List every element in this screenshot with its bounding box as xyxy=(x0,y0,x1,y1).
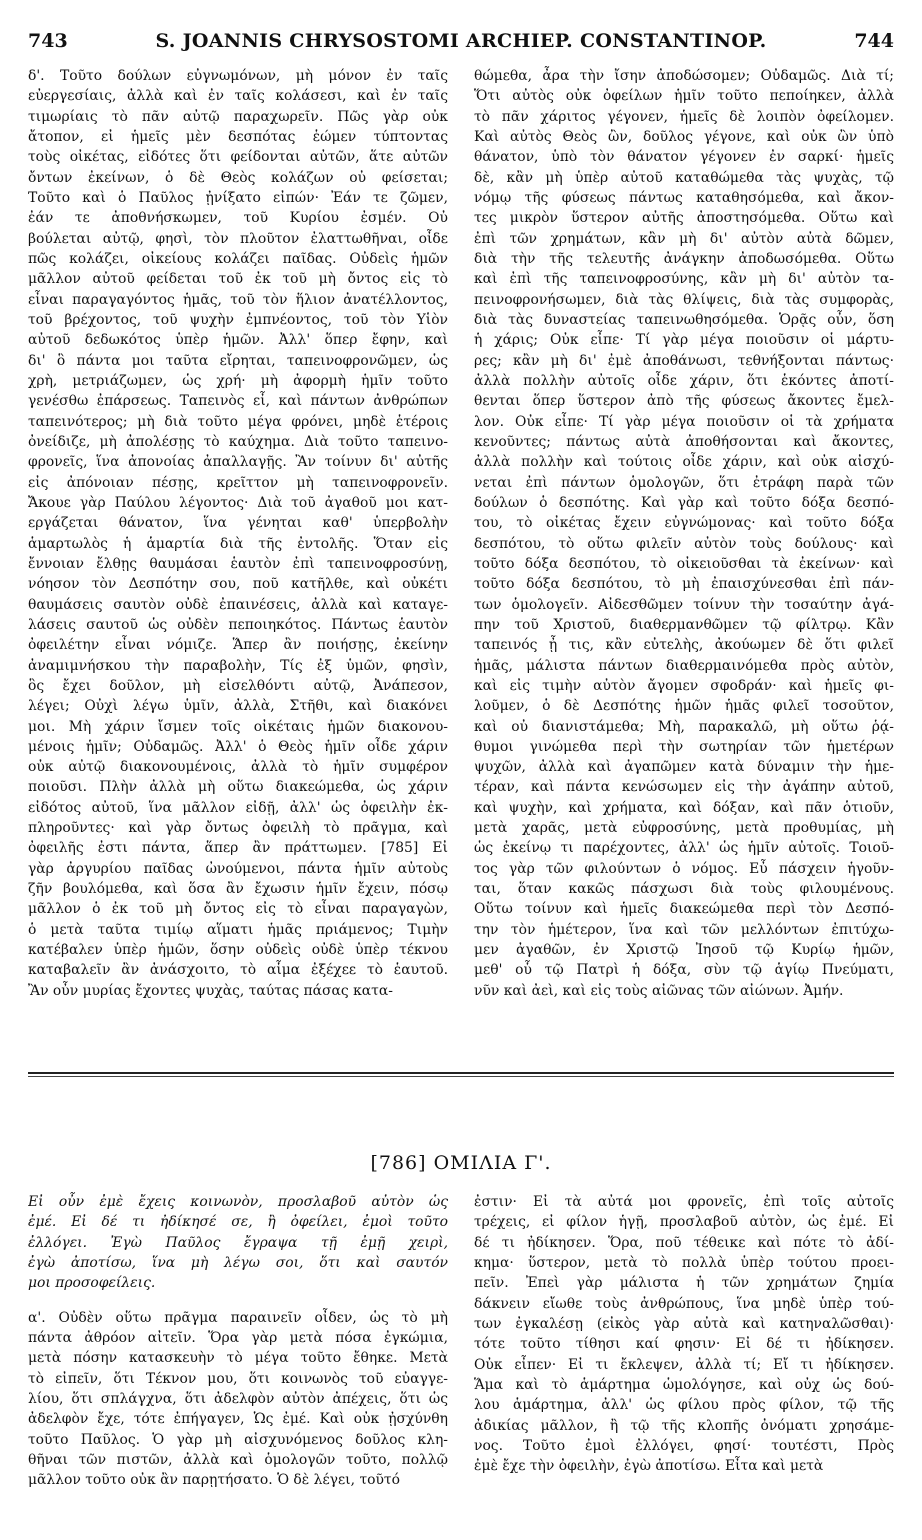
text-line: ἡμᾶς, μάλιστα πάντων διαθερμαινόμεθα πρὸς αὐτὸν, xyxy=(474,657,894,674)
text-line: Τοῦτο καὶ ὁ Παῦλος ᾐνίξατο εἰπών· Ἐάν τε ζῶμεν, xyxy=(28,189,448,206)
text-line: ἔννοιαν ἔλθῃς θαυμάσαι ἑαυτὸν ἐπὶ ταπεινοφροσύνῃ, xyxy=(28,555,448,572)
text-line: εὐεργεσίαις, ἀλλὰ καὶ ἐν ταῖς κολάσεσι, καὶ ἐν ταῖς xyxy=(28,88,448,105)
text-line: ἐπὶ τῶν χρημάτων, κἂν μὴ δι' αὐτὸν αὐτὰ δῶμεν, xyxy=(474,230,894,247)
text-line: διὰ τὴν τῆς τελευτῆς ἀνάγκην ἀποδωσόμεθα. Οὕτω xyxy=(474,250,894,267)
text-line: θενται ὅπερ ὕστερον ἀπὸ τῆς φύσεως ἄκοντες ἔμελ- xyxy=(474,393,894,410)
text-line: δι' ὃ πάντα μοι ταῦτα εἴρηται, ταπεινοφρονῶμεν, ὡς xyxy=(28,352,448,369)
text-line: τοῦτο Παῦλος. Ὁ γὰρ μὴ αἰσχυνόμενος δοῦλος κλη- xyxy=(28,1431,448,1448)
text-line: χρὴ, μετριάζωμεν, ὡς χρή· μὴ ἀφορμὴ ἡμῖν τοῦτο xyxy=(28,372,448,389)
text-line: τοῦτο δόξα δεσπότου, τὸ μὴ ἐπαισχύνεσθαι ἐπὶ πάν- xyxy=(474,576,894,593)
scripture-verse xyxy=(28,1192,448,1294)
text-line: ψυχῶν, ἀλλὰ καὶ ἀγαπῶμεν κατὰ δύναμιν τὴν ἡμε- xyxy=(474,759,894,776)
text-line: τες μικρὸν ὕστερον αὐτῆς ἀποστησόμεθα. Οὕτω καὶ xyxy=(474,210,894,227)
text-line: θῆναι τῶν πιστῶν, ἀλλὰ καὶ ὁμολογῶν τοῦτο, πολλῷ xyxy=(28,1451,448,1468)
text-line: ἐγὼ ἀποτίσω, ἵνα μὴ λέγω σοι, ὅτι καὶ σαυτόν xyxy=(28,1254,448,1271)
text-line: λίου, ὅτι σπλάγχνα, ὅτι ἀδελφὸν αὐτὸν ἀπέχεις, ὅτι ὡς xyxy=(28,1390,448,1407)
text-line: κατέβαλεν ὑπὲρ ἡμῶν, ὅσην οὐδεὶς οὐδὲ ὑπὲρ τέκνου xyxy=(28,942,448,959)
text-line: γενέσθω ἐπάρσεως. Ταπεινὸς εἶ, καὶ πάντων ἀνθρώπων xyxy=(28,393,448,410)
text-line: μετὰ πόσην κατασκευὴν τὸ μέγα τοῦτο ἔθηκε. Μετὰ xyxy=(28,1350,448,1367)
text-line: τέραν, καὶ πάντα κενώσωμεν εἰς τὴν ἀγάπην αὐτοῦ, xyxy=(474,779,894,796)
text-line: καὶ ἐπὶ τῆς ταπεινοφροσύνης, κἂν μὴ δι' αὐτὸν τα- xyxy=(474,271,894,288)
text-line: τότε τοῦτο τίθησι καί φησιν· Εἰ δέ τι ἠδίκησεν. xyxy=(474,1336,894,1353)
text-line: Ἅμα καὶ τὸ ἁμάρτημα ὡμολόγησε, καὶ οὐχ ὡς δού- xyxy=(474,1376,894,1393)
bottom-text-columns xyxy=(28,1192,894,1522)
text-line: βούλεται αὐτῷ, φησὶ, τὸν πλοῦτον ἐλαττωθῆναι, οἶδε xyxy=(28,230,448,247)
top-text-columns xyxy=(28,66,894,1066)
text-line: ἀλλὰ πολλὴν αὐτοῖς οἶδε χάριν, ὅτι ἑκόντες ἀποτί- xyxy=(474,372,894,389)
bottom-left-text xyxy=(28,1308,448,1491)
text-line: οὐκ αὐτῷ διακονουμένοις, ἀλλὰ τὸ ἡμῖν συμφέρον xyxy=(28,759,448,776)
text-line: ἐστιν· Εἰ τὰ αὐτά μοι φρονεῖς, ἐπὶ τοῖς αὐτοῖς xyxy=(474,1194,894,1210)
text-line: θάνατον, ὑπὸ τὸν θάνατον γέγονεν ἐν σαρκί· ἡμεῖς xyxy=(474,149,894,166)
text-line: πάντα ἀθρόον αἰτεῖν. Ὅρα γὰρ μετὰ πόσα ἐγκώμια, xyxy=(28,1329,448,1346)
text-line: μᾶλλον τοῦτο οὐκ ἂν παρῃτήσατο. Ὁ δὲ λέγει, τοῦτό xyxy=(28,1472,400,1489)
text-line: α'. Οὐδὲν οὕτω πρᾶγμα παραινεῖν οἶδεν, ὡς τὸ μὴ xyxy=(28,1309,448,1326)
section-divider xyxy=(28,1072,894,1074)
text-line: ταπεινός ᾖ τις, κἂν εὐτελὴς, ἀκούωμεν δὲ ὅτι φιλεῖ xyxy=(474,637,894,654)
text-line: ται, ὅταν κακῶς πάσχωσι διὰ τοὺς φιλουμένους. xyxy=(474,881,894,898)
text-line: τρέχεις, εἰ φίλον ἡγῇ, προσλαβοῦ αὐτὸν, ὡς ἐμέ. Εἰ xyxy=(474,1214,894,1231)
text-line: των ὁμολογεῖν. Αἰδεσθῶμεν τοίνυν τὴν τοσαύτην ἀγά- xyxy=(474,596,894,613)
text-line: μοι. Μὴ χάριν ἴσμεν τοῖς οἰκέταις ἡμῶν διακονου- xyxy=(28,718,448,735)
text-line: μεθ' οὗ τῷ Πατρὶ ἡ δόξα, σὺν τῷ ἁγίῳ Πνεύματι, xyxy=(474,962,894,979)
text-line: την τὸν ἡμέτερον, ἵνα καὶ τῶν μελλόντων ἐπιτύχω- xyxy=(474,921,894,938)
text-line: κημα· ὕστερον, μετὰ τὸ πολλὰ ὑπὲρ τούτου προει- xyxy=(474,1254,894,1271)
text-line: Οὕτω τοίνυν καὶ ἡμεῖς διακεώμεθα περὶ τὸν Δεσπό- xyxy=(474,901,894,918)
text-line: πην τοῦ Χριστοῦ, διαθερμανθῶμεν τῷ φίλτρῳ. Κἂν xyxy=(474,616,894,633)
text-line: νος. Τοῦτο ἐμοὶ ἐλλόγει, φησί· τουτέστι, Πρὸς xyxy=(474,1437,894,1454)
text-line: Ἄκουε γὰρ Παύλου λέγοντος· Διὰ τοῦ ἀγαθοῦ μοι κατ- xyxy=(28,494,448,511)
text-line: μένοις ἡμῖν; Οὐδαμῶς. Ἀλλ' ὁ Θεὸς ἡμῖν οἶδε χάριν xyxy=(28,738,448,755)
text-line: δεσπότου, τὸ οὕτω φιλεῖν αὐτὸν τοὺς δούλους· καὶ xyxy=(474,535,894,552)
text-line: ζῆν βουλόμεθα, καὶ ὅσα ἂν ἔχωσιν ἡμῖν ἔχειν, πόσῳ xyxy=(28,881,448,898)
text-line: ὄντων ἐκείνων, ὁ δὲ Θεὸς κολάζων οὐ φείσεται; xyxy=(28,169,448,186)
text-line: λον. Οὐκ εἶπε· Τί γὰρ μέγα ποιοῦσιν οἱ τὰ χρήματα xyxy=(474,413,894,430)
running-header xyxy=(28,30,894,54)
text-line: τὸ εἰπεῖν, ὅτι Τέκνον μου, ὅτι κοινωνὸς τοῦ εὐαγγε- xyxy=(28,1370,448,1387)
text-line: ἀδελφὸν ἔχε, τότε ἐπήγαγεν, Ὡς ἐμέ. Καὶ οὐκ ᾐσχύνθη xyxy=(28,1411,448,1428)
text-line: ἐάν τε ἀποθνήσκωμεν, τοῦ Κυρίου ἐσμέν. Οὐ xyxy=(28,210,448,227)
text-line: ἐμὲ ἔχε τὴν ὀφειλὴν, ἐγὼ ἀποτίσω. Εἶτα καὶ μετὰ xyxy=(474,1458,824,1475)
text-line: ὡς ἐκείνῳ τι παρέχοντες, ἀλλ' ὡς ἡμῖν αὐτοῖς. Τοιοῦ- xyxy=(474,840,894,857)
text-line: εἰς ἀπόνοιαν πέσῃς, κρεῖττον μὴ ταπεινοφρονεῖν. xyxy=(28,474,448,491)
text-line: ἁμαρτωλὸς ἡ ἁμαρτία διὰ τῆς ἐντολῆς. Ὅταν εἰς xyxy=(28,535,448,552)
text-line: λοῦμεν, ὁ δὲ Δεσπότης ἡμῶν ἡμᾶς φιλεῖ τοσοῦτον, xyxy=(474,698,894,715)
text-line: νόμῳ τῆς φύσεως πάντως καταθησόμεθα, καὶ ἄκον- xyxy=(474,189,894,206)
text-line: γὰρ ἀργυρίου παῖδας ὠνούμενοι, πάντα ἡμῖν αὐτοὺς xyxy=(28,860,448,877)
text-line: Οὐκ εἶπεν· Εἰ τι ἔκλεψεν, ἀλλὰ τί; Εἴ τι ἠδίκησεν. xyxy=(474,1356,894,1373)
text-line: θαυμάσεις σαυτὸν οὐδὲ ἐπαινέσεις, ἀλλὰ καὶ καταγε- xyxy=(28,596,448,613)
text-line: νεται ἐπὶ πάντων ὁμολογῶν, ὅτι ἐτράφη παρὰ τῶν xyxy=(474,474,894,491)
section-divider-thin xyxy=(28,1076,894,1077)
text-line: μεν ἀγαθῶν, ἐν Χριστῷ Ἰησοῦ τῷ Κυρίῳ ἡμῶν, xyxy=(474,942,894,959)
text-line: ἀναμιμνήσκου τὴν παραβολὴν, Τίς ἐξ ὑμῶν, φησὶν, xyxy=(28,657,448,674)
text-line: δάκνειν εἴωθε τοὺς ἀνθρώπους, ἵνα μηδὲ ὑπὲρ τού- xyxy=(474,1295,894,1312)
text-line: ρες; κἂν μὴ δι' ἐμὲ ἀποθάνωσι, τεθνήξονται πάντως· xyxy=(474,352,894,369)
text-line: καὶ οὐ διανιστάμεθα; Μὴ, παρακαλῶ, μὴ οὕτω ῥᾴ- xyxy=(474,718,894,735)
bottom-right-column xyxy=(474,1192,894,1477)
text-line: φρονεῖς, ἵνα ἀπονοίας ἀπαλλαγῇς. Ἂν τοίνυν δι' αὐτῆς xyxy=(28,454,448,471)
text-line: εἰδότος αὐτοῦ, ἵνα μᾶλλον εἰδῇ, ἀλλ' ὡς ὀφειλὴν ἐκ- xyxy=(28,799,448,816)
text-line: ἄτοπον, εἰ ἡμεῖς μὲν δεσπότας ἑώμεν τύπτοντας xyxy=(28,128,448,145)
text-line: ἐλλόγει. Ἐγὼ Παῦλος ἔγραψα τῇ ἐμῇ χειρὶ, xyxy=(28,1234,448,1251)
text-line: θώμεθα, ἆρα τὴν ἴσην ἀποδώσομεν; Οὐδαμῶς. Διὰ τί; xyxy=(474,68,894,84)
top-right-column xyxy=(474,66,894,1001)
text-line: εργάζεται θάνατον, ἵνα γένηται καθ' ὑπερβολὴν xyxy=(28,515,448,532)
text-line: διὰ τὰς δυναστείας ταπεινωθησόμεθα. Ὁρᾷς οὖν, ὅση xyxy=(474,311,894,328)
text-line: θυμοι γινώμεθα περὶ τὴν σωτηρίαν τῶν ἡμετέρων xyxy=(474,738,894,755)
text-line: ταπεινότερος; μὴ διὰ τοῦτο μέγα φρόνει, μηδὲ ἑτέροις xyxy=(28,413,448,430)
text-line: τοῦ βρέχοντος, τοῦ ψυχὴν ἐμπνέοντος, τοῦ τὸν Υἱὸν xyxy=(28,311,448,328)
text-line: ὁ μετὰ ταῦτα τιμίῳ αἵματι ἡμᾶς πριάμενος; Τιμὴν xyxy=(28,921,448,938)
text-line: λου ἁμάρτημα, ἀλλ' ὡς φίλου πρὸς φίλον, τῷ τῆς xyxy=(474,1397,894,1414)
text-line: ἐμέ. Εἰ δέ τι ἠδίκησέ σε, ἢ ὀφείλει, ἐμοὶ τοῦτο xyxy=(28,1214,448,1231)
text-line: δὲ, κἂν μὴ ὑπὲρ αὐτοῦ καταθώμεθα τὰς ψυχὰς, τῷ xyxy=(474,169,894,186)
text-line: τοῦτο δόξα δεσπότου, τὸ οἰκειοῦσθαι τὰ ἐκείνων· καὶ xyxy=(474,555,894,572)
text-line: Ἂν οὖν μυρίας ἔχοντες ψυχὰς, ταύτας πάσας κατα- xyxy=(28,982,393,999)
text-line: νῦν καὶ ἀεὶ, καὶ εἰς τοὺς αἰῶνας τῶν αἰώνων. Ἀμήν. xyxy=(474,982,844,999)
text-line: ἀδικίας μᾶλλον, ἢ τῷ τῆς κλοπῆς ὀνόματι χρησάμε- xyxy=(474,1417,894,1434)
text-line: δέ τι ἠδίκησεν. Ὅρα, ποῦ τέθεικε καὶ πότε τὸ ἀδί- xyxy=(474,1234,894,1251)
text-line: νόησον τὸν Δεσπότην σου, ποῦ κατῆλθε, καὶ οὐκέτι xyxy=(28,576,448,593)
verse-gap xyxy=(28,1294,448,1308)
text-line: πεινοφρονήσωμεν, διὰ τὰς θλίψεις, διὰ τὰς συμφορὰς, xyxy=(474,291,894,308)
text-line: ὃς ἔχει δοῦλον, μὴ εἰσελθόντι αὐτῷ, Ἀνάπεσον, xyxy=(28,677,448,694)
text-line: ὀφειλῆς ἐστι πάντα, ἅπερ ἂν πράττωμεν. [785] Εἰ xyxy=(28,840,448,857)
text-line: δούλων ὁ δεσπότης. Καὶ γὰρ καὶ τοῦτο δόξα δεσπό- xyxy=(474,494,894,511)
text-line: του, τὸ οἰκέτας ἔχειν εὐγνώμονας· καὶ τοῦτο δόξα xyxy=(474,515,894,532)
text-line: τιμωρίαις τὸ πᾶν αὐτῷ παραχωρεῖν. Πῶς γὰρ οὐκ xyxy=(28,108,448,125)
text-line: μετὰ χαρᾶς, μετὰ εὐφροσύνης, μετὰ προθυμίας, μὴ xyxy=(474,820,894,837)
text-line: τοὺς οἰκέτας, εἰδότες ὅτι φείδονται αὐτῶν, ἅτε αὐτῶν xyxy=(28,149,448,166)
text-line: δ'. Τοῦτο δούλων εὐγνωμόνων, μὴ μόνον ἐν ταῖς xyxy=(28,68,448,84)
text-line: λέγει; Οὐχὶ λέγω ὑμῖν, ἀλλὰ, Στῆθι, καὶ διακόνει xyxy=(28,698,448,715)
text-line: ἡ χάρις; Οὐκ εἶπε· Τί γὰρ μέγα ποιοῦσιν οἱ μάρτυ- xyxy=(474,332,894,349)
running-title: S. JOANNIS CHRYSOSTOMI ARCHIEP. CONSTANTINOP. xyxy=(155,30,767,52)
text-line: μᾶλλον αὐτοῦ φείδεται τοῦ ἐκ τοῦ μὴ ὄντος εἰς τὸ xyxy=(28,271,448,288)
text-line: εἶναι παραγαγόντος ἡμᾶς, τοῦ τὸν ἥλιον ἀνατέλλοντος, xyxy=(28,291,448,308)
page-number-right: 744 xyxy=(854,30,894,52)
text-line: καὶ εἰς τιμὴν αὐτὸν ἄγομεν σφοδράν· καὶ ἡμεῖς φι- xyxy=(474,677,894,694)
text-line: πῶς κολάζει, οἰκείους κολάζει παῖδας. Οὐδεὶς ἡμῶν xyxy=(28,250,448,267)
page-number-left: 743 xyxy=(28,30,68,52)
homily-title: [786] ΟΜΙΛΙΑ Γ'. xyxy=(370,1152,552,1174)
text-line: ἀλλὰ πολλὴν καὶ τούτοις οἶδε χάριν, καὶ οὐκ αἰσχύ- xyxy=(474,454,894,471)
text-line: μοι προσοφείλεις. xyxy=(28,1275,156,1292)
text-line: τὸ πᾶν χάριτος γέγονεν, ἡμεῖς δὲ λοιπὸν ὀφείλομεν. xyxy=(474,108,894,125)
text-line: ποιοῦσι. Πλὴν ἀλλὰ μὴ οὕτω διακεώμεθα, ὡς χάριν xyxy=(28,779,448,796)
bottom-left-column xyxy=(28,1192,448,1491)
text-line: ὀφειλέτην εἶναι νόμιζε. Ἅπερ ἂν ποιήσῃς, ἐκείνην xyxy=(28,637,448,654)
text-line: Ὅτι αὐτὸς οὐκ ὀφείλων ἡμῖν τοῦτο πεποίηκεν, ἀλλὰ xyxy=(474,88,894,105)
text-line: Εἰ οὖν ἐμὲ ἔχεις κοινωνὸν, προσλαβοῦ αὐτὸν ὡς xyxy=(28,1194,448,1210)
text-line: λάσεις σαυτοῦ ὡς οὐδὲν πεποιηκότος. Πάντως ἑαυτὸν xyxy=(28,616,448,633)
text-line: πληροῦντες· καὶ γὰρ ὄντως ὀφειλὴ τὸ πρᾶγμα, καὶ xyxy=(28,820,448,837)
text-line: πεῖν. Ἐπεὶ γὰρ μάλιστα ἡ τῶν χρημάτων ζημία xyxy=(474,1275,894,1292)
text-line: τος γὰρ τῶν φιλούντων ὁ νόμος. Εὖ πάσχειν ἡγοῦν- xyxy=(474,860,894,877)
text-line: Καὶ αὐτὸς Θεὸς ὢν, δοῦλος γέγονε, καὶ οὐκ ὢν ὑπὸ xyxy=(474,128,894,145)
text-line: καταβαλεῖν ἂν ἀνάσχοιτο, τὸ αἷμα ἐξέχεε τὸ ἑαυτοῦ. xyxy=(28,962,448,979)
text-line: καὶ ψυχὴν, καὶ χρήματα, καὶ δόξαν, καὶ πᾶν ὁτιοῦν, xyxy=(474,799,894,816)
text-line: ὀνείδιζε, μὴ ἀπολέσῃς τὸ καύχημα. Διὰ τοῦτο ταπεινο- xyxy=(28,433,448,450)
top-left-column xyxy=(28,66,448,1001)
text-line: κενοῦντες; πάντως αὐτὰ ἀποθήσονται καὶ ἄκοντες, xyxy=(474,433,894,450)
text-line: μᾶλλον ὁ ἐκ τοῦ μὴ ὄντος εἰς τὸ εἶναι παραγαγὼν, xyxy=(28,901,448,918)
text-line: των ἐγκαλέσῃ (εἰκὸς γὰρ αὐτὰ καὶ κατηναλῶσθαι)· xyxy=(474,1315,894,1332)
text-line: αὐτοῦ δεδωκότος ὑπὲρ ἡμῶν. Ἀλλ' ὅπερ ἔφην, καὶ xyxy=(28,332,448,349)
